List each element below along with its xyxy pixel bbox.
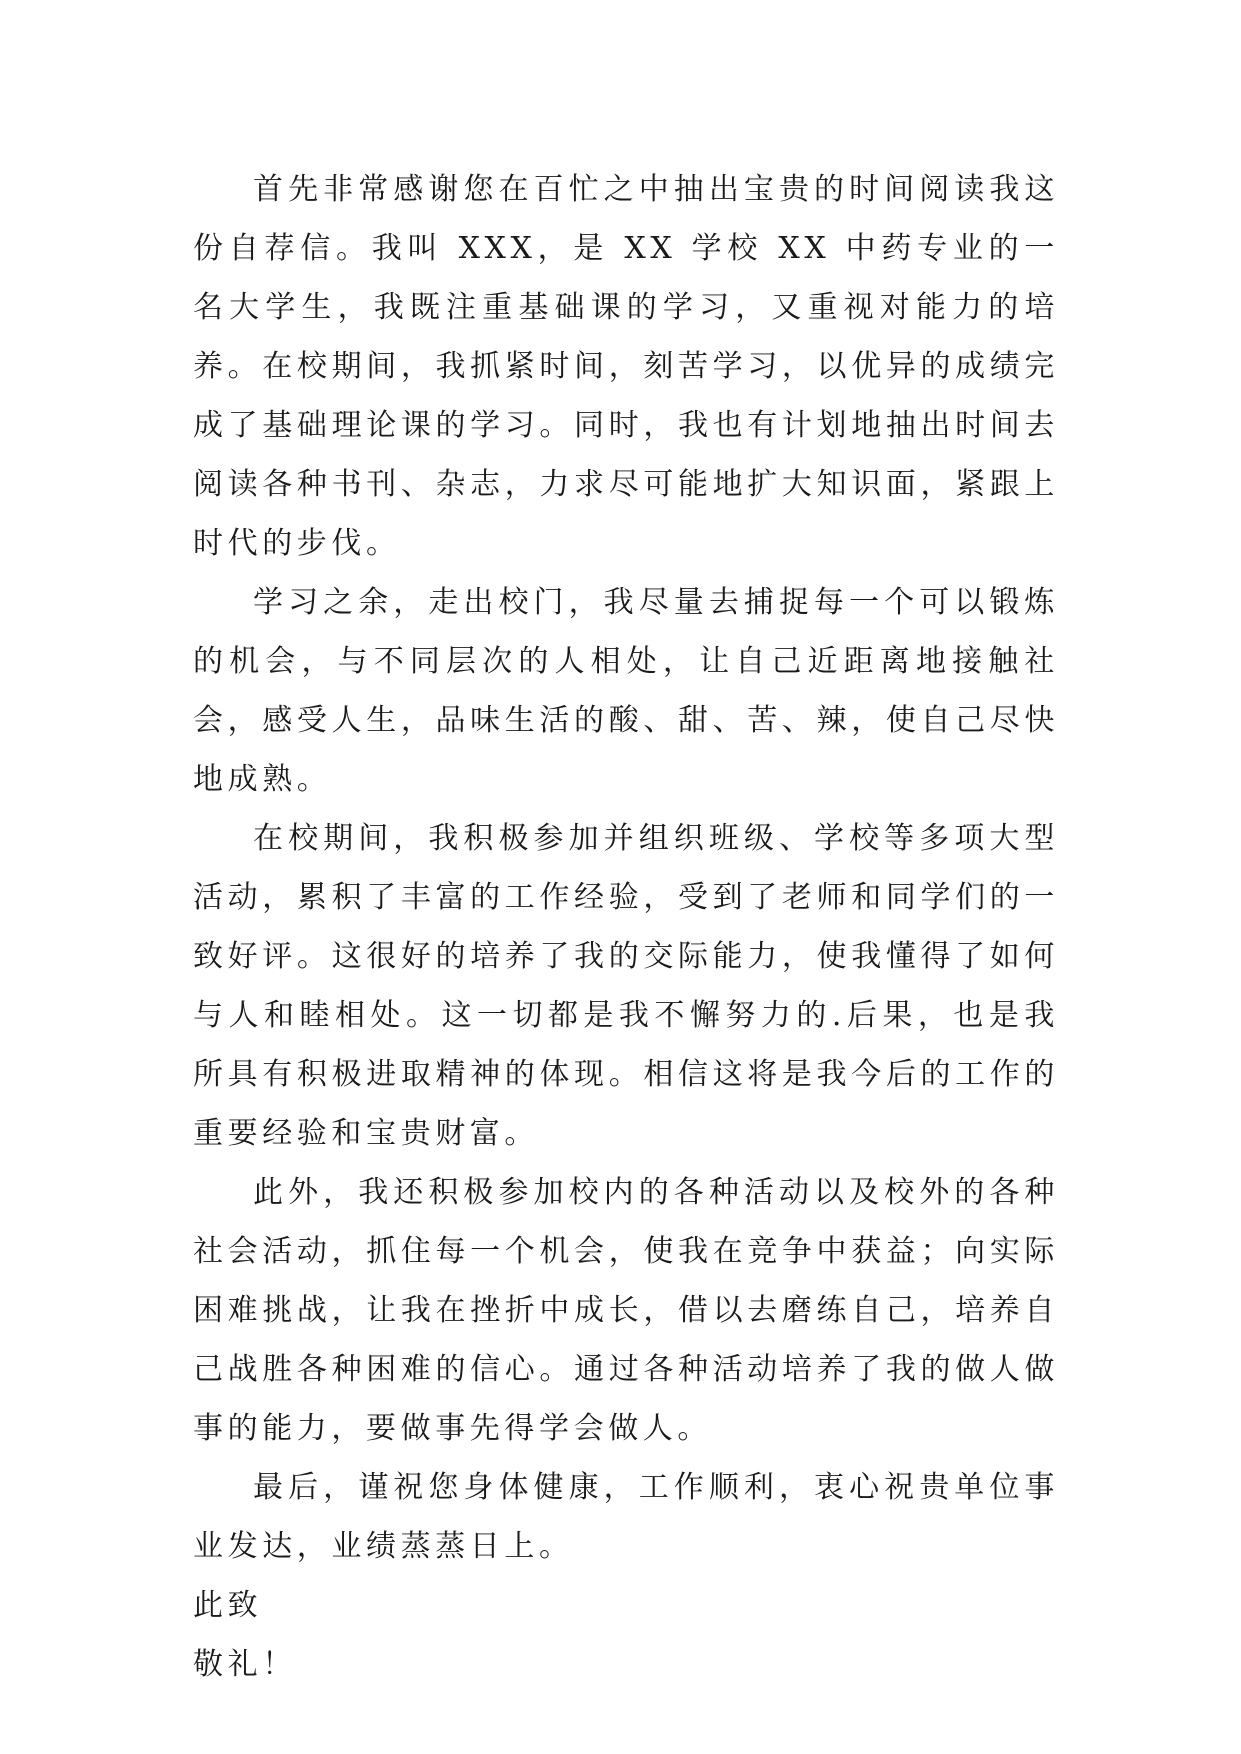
paragraph-outside-school: 学习之余，走出校门，我尽量去捕捉每一个可以锻炼的机会，与不同层次的人相处，让自己近距离地接触社会，感受人生，品味生活的酸、甜、苦、辣，使自己尽快地成熟。 bbox=[193, 585, 1059, 797]
paragraph-best-wishes: 最后，谨祝您身体健康，工作顺利，衷心祝贵单位事业发达，业绩蒸蒸日上。 bbox=[193, 1470, 1059, 1564]
paragraph-gratitude-intro: 首先非常感谢您在百忙之中抽出宝贵的时间阅读我这份自荐信。我叫 XXX，是 XX 学校 XX 中药专业的一名大学生，我既注重基础课的学习，又重视对能力的培养。在校期间，我抓紧时间，刻苦学习，以优异的成绩完成了基础理论课的学习。同时，我也有计划地抽出时间去阅读各种书刊、杂志，力求尽可能地扩大知识面，紧跟上时代的步伐。 bbox=[193, 172, 1059, 561]
paragraph-school-activities: 在校期间，我积极参加并组织班级、学校等多项大型活动，累积了丰富的工作经验，受到了老师和同学们的一致好评。这很好的培养了我的交际能力，使我懂得了如何与人和睦相处。这一切都是我不懈努力的.后果，也是我所具有积极进取精神的体现。相信这将是我今后的工作的重要经验和宝贵财富。 bbox=[193, 821, 1059, 1151]
closing-regards: 敬礼！ bbox=[193, 1647, 297, 1682]
closing-salutation: 此致 bbox=[193, 1588, 263, 1623]
letter-body bbox=[193, 160, 1059, 1694]
paragraph-social-activities: 此外，我还积极参加校内的各种活动以及校外的各种社会活动，抓住每一个机会，使我在竞争中获益；向实际困难挑战，让我在挫折中成长，借以去磨练自己，培养自己战胜各种困难的信心。通过各种活动培养了我的做人做事的能力，要做事先得学会做人。 bbox=[193, 1175, 1059, 1446]
